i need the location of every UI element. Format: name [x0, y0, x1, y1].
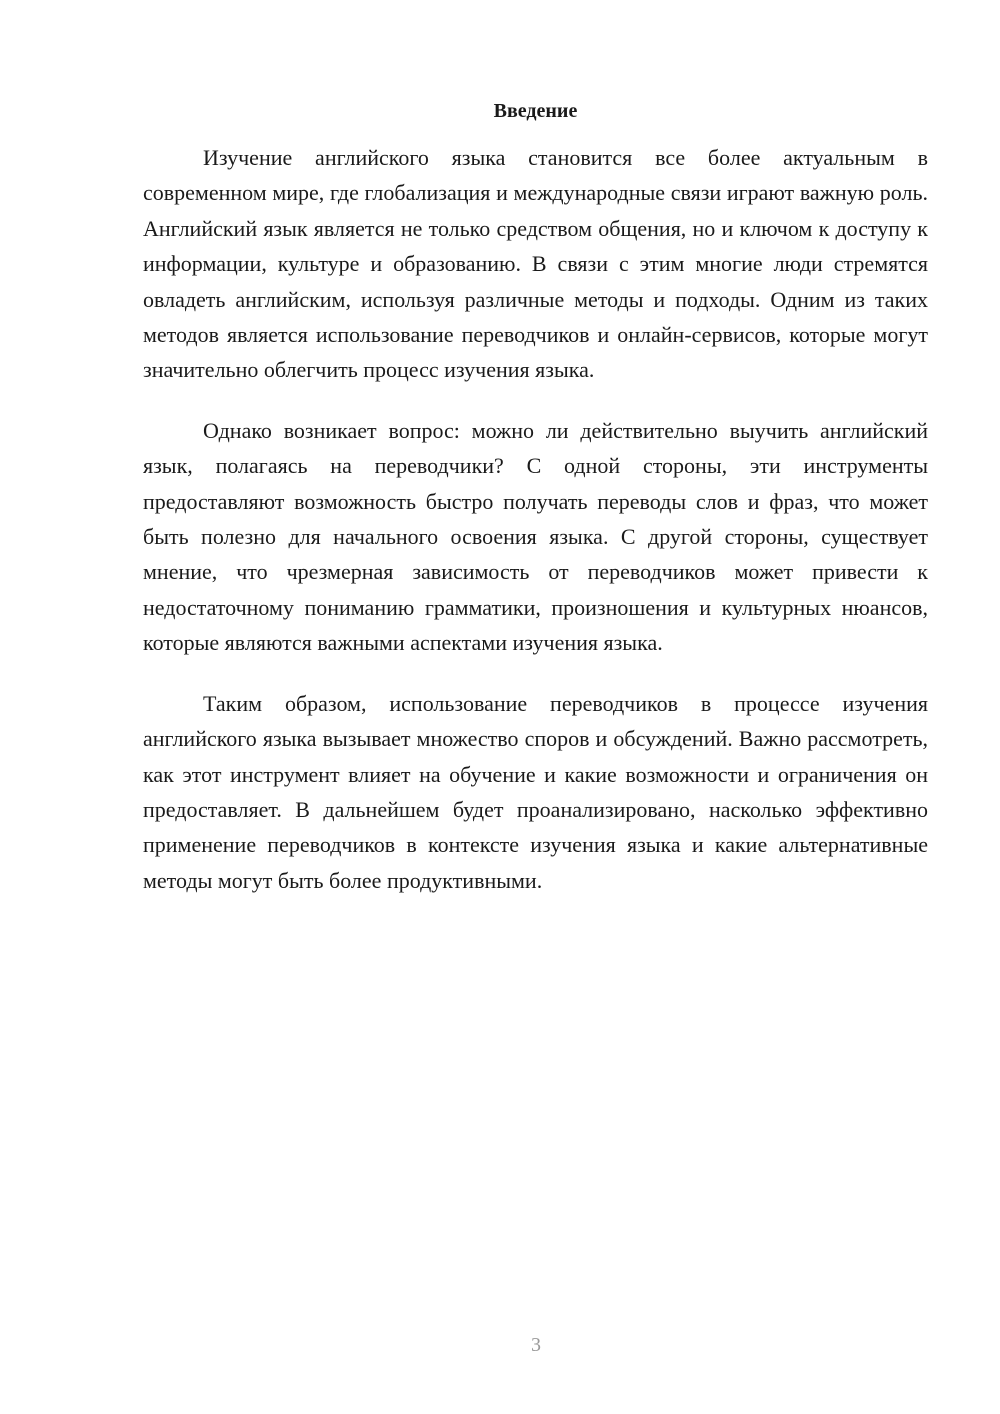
paragraph-2: Однако возникает вопрос: можно ли действительно выучить английский язык, полагаясь на переводчики? С одной стороны, эти инструменты предоставляют возможность быстро получать переводы слов и фраз, что может быть полезно для начального освоения языка. С другой стороны, существует мнение, что чрезмерная зависимость от переводчиков может привести к недостаточному пониманию грамматики, произношения и культурных нюансов, которые являются важными аспектами изучения языка. [143, 417, 928, 656]
paragraph-1: Изучение английского языка становится все более актуальным в современном мире, где глобализация и международные связи играют важную роль. Английский язык является не только средством общения, но и ключом к доступу к информации, культуре и образованию. В связи с этим многие люди стремятся овладеть английским, используя различные методы и подходы. Одним из таких методов является использование переводчиков и онлайн-сервисов, которые могут значительно облегчить процесс изучения языка. [143, 145, 928, 383]
section-heading: Введение [493, 100, 578, 122]
page-number: 3 [531, 1334, 541, 1356]
page-content [143, 96, 928, 923]
paragraph-3: Таким образом, использование переводчиков в процессе изучения английского языка вызывает множество споров и обсуждений. Важно рассмотреть, как этот инструмент влияет на обучение и какие возможности и ограничения он предоставляет. В дальнейшем будет проанализировано, насколько эффективно применение переводчиков в контексте изучения языка и какие альтернативные методы могут быть более продуктивными. [143, 690, 928, 893]
